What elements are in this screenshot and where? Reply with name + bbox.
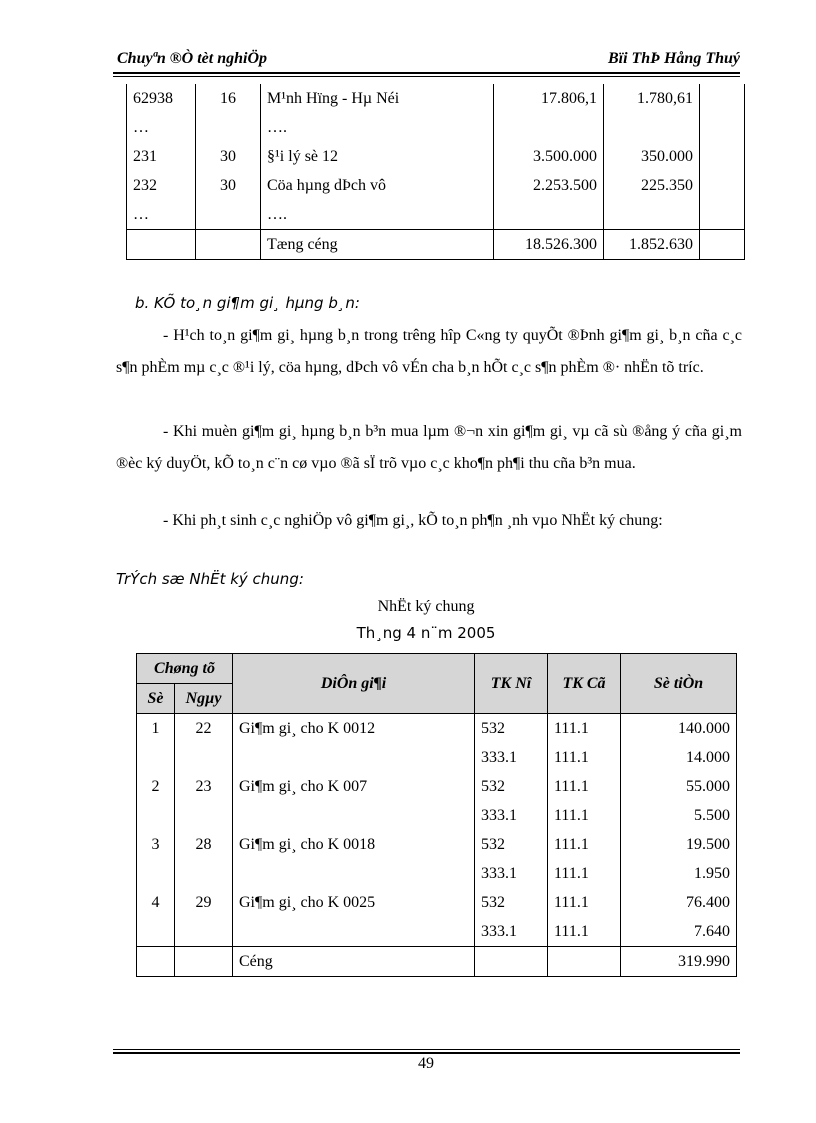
journal-cell: [475, 947, 548, 977]
journal-cell: 5.500: [621, 801, 737, 830]
header-rule: [113, 72, 740, 74]
journal-row: [137, 772, 737, 801]
journal-cell: 532: [475, 830, 548, 859]
credit-header: TK Cã: [548, 654, 621, 714]
journal-cell: 111.1: [548, 859, 621, 888]
table-cell: …: [127, 113, 196, 142]
journal-table: [136, 653, 737, 977]
table-cell: 3.500.000: [494, 142, 604, 171]
table-cell: [127, 230, 196, 260]
journal-cell: 532: [475, 888, 548, 917]
journal-cell: 19.500: [621, 830, 737, 859]
table-cell: [700, 113, 745, 142]
journal-cell: 111.1: [548, 743, 621, 772]
table-cell: 225.350: [604, 171, 700, 200]
journal-total-row: [137, 947, 737, 977]
table-cell: [604, 113, 700, 142]
journal-cell: [233, 917, 475, 947]
journal-cell: [548, 947, 621, 977]
no-header: Sè: [137, 684, 175, 714]
table-cell: 350.000: [604, 142, 700, 171]
journal-cell: 2: [137, 772, 175, 801]
table-row: [127, 200, 745, 230]
journal-cell: 4: [137, 888, 175, 917]
journal-month: Th¸ng 4 n¨m 2005: [356, 624, 496, 642]
journal-row: [137, 888, 737, 917]
journal-cell: 55.000: [621, 772, 737, 801]
journal-cell: [137, 801, 175, 830]
table-cell: 62938: [127, 84, 196, 113]
journal-cell: 111.1: [548, 888, 621, 917]
sales-table: [126, 84, 745, 260]
journal-cell: Céng: [233, 947, 475, 977]
table-cell: 231: [127, 142, 196, 171]
journal-row: [137, 743, 737, 772]
table-cell: 1.852.630: [604, 230, 700, 260]
table-cell: 17.806,1: [494, 84, 604, 113]
journal-cell: Gi¶m gi¸ cho K 0018: [233, 830, 475, 859]
journal-row: [137, 859, 737, 888]
journal-cell: [175, 743, 233, 772]
journal-cell: 1.950: [621, 859, 737, 888]
journal-cell: 532: [475, 714, 548, 744]
date-header: Ngµy: [175, 684, 233, 714]
journal-cell: [137, 743, 175, 772]
table-cell: 2.253.500: [494, 171, 604, 200]
journal-cell: [137, 917, 175, 947]
journal-cell: [175, 917, 233, 947]
table-cell: Tæng céng: [261, 230, 494, 260]
table-row: [127, 142, 745, 171]
journal-cell: Gi¶m gi¸ cho K 0025: [233, 888, 475, 917]
table-cell: 30: [196, 171, 261, 200]
table-cell: ….: [261, 200, 494, 230]
journal-cell: 1: [137, 714, 175, 744]
page-number: 49: [418, 1055, 434, 1072]
journal-cell: 319.990: [621, 947, 737, 977]
table-cell: [700, 230, 745, 260]
journal-row: [137, 801, 737, 830]
journal-cell: 3: [137, 830, 175, 859]
journal-row: [137, 714, 737, 744]
journal-cell: 111.1: [548, 714, 621, 744]
journal-cell: [137, 947, 175, 977]
journal-cell: 76.400: [621, 888, 737, 917]
journal-cell: 14.000: [621, 743, 737, 772]
table-cell: 30: [196, 142, 261, 171]
paragraph-3: - Khi ph¸t sinh c¸c nghiÖp vô gi¶m gi¸, kÕ to¸n ph¶n ¸nh vµo NhËt ký chung:: [163, 512, 663, 529]
table-cell: [700, 171, 745, 200]
amount-header: Sè tiÒn: [621, 654, 737, 714]
table-cell: ….: [261, 113, 494, 142]
table-cell: [196, 113, 261, 142]
journal-cell: [175, 947, 233, 977]
journal-cell: [233, 859, 475, 888]
table-cell: Cöa hµng dÞch vô: [261, 171, 494, 200]
journal-cell: Gi¶m gi¸ cho K 007: [233, 772, 475, 801]
table-cell: [700, 142, 745, 171]
journal-cell: [233, 801, 475, 830]
table-cell: [604, 200, 700, 230]
journal-row: [137, 830, 737, 859]
journal-cell: 28: [175, 830, 233, 859]
table-cell: 16: [196, 84, 261, 113]
table-cell: 1.780,61: [604, 84, 700, 113]
journal-cell: 111.1: [548, 917, 621, 947]
journal-cell: 111.1: [548, 772, 621, 801]
table-row: [127, 171, 745, 200]
paragraph-1: - H¹ch to¸n gi¶m gi¸ hµng b¸n trong trêng hîp C«ng ty quyÕt ®Þnh gi¶m gi¸ b¸n cña c¸c s¶n phÈm mµ c¸c ®¹i lý, cöa hµng, dÞch vô vÉn cha b¸n hÕt c¸c s¶n phÈm ®· nhËn tõ tríc.: [116, 327, 742, 376]
table-cell: [700, 84, 745, 113]
table-row: [127, 113, 745, 142]
journal-cell: 29: [175, 888, 233, 917]
journal-cell: Gi¶m gi¸ cho K 0012: [233, 714, 475, 744]
journal-title: NhËt ký chung: [377, 598, 475, 615]
desc-header: DiÔn gi¶i: [233, 654, 475, 714]
journal-cell: 111.1: [548, 830, 621, 859]
journal-cell: 140.000: [621, 714, 737, 744]
paragraph-2: - Khi muèn gi¶m gi¸ hµng b¸n b³n mua lµm ®¬n xin gi¶m gi¸ vµ cã sù ®ång ý cña gi¸m ®èc ký duyÖt, kÕ to¸n c¨n cø vµo ®ã sÏ trõ vµo c¸c kho¶n ph¶i thu cña b³n mua.: [116, 423, 742, 472]
journal-cell: 22: [175, 714, 233, 744]
excerpt-label: TrÝch sæ NhËt ký chung:: [116, 570, 304, 588]
journal-cell: 532: [475, 772, 548, 801]
section-title: b. KÕ to¸n gi¶m gi¸ hµng b¸n:: [135, 294, 360, 312]
journal-cell: [175, 801, 233, 830]
footer-rule: [113, 1049, 740, 1050]
table-cell: §¹i lý sè 12: [261, 142, 494, 171]
table-total-row: [127, 230, 745, 260]
debit-header: TK Nî: [475, 654, 548, 714]
table-cell: 18.526.300: [494, 230, 604, 260]
table-cell: [196, 200, 261, 230]
journal-cell: [137, 859, 175, 888]
table-cell: [494, 200, 604, 230]
journal-cell: 23: [175, 772, 233, 801]
header-rule-thin: [113, 76, 740, 77]
header-title: Chuyªn ®Ò tèt nghiÖp: [117, 50, 268, 67]
table-cell: M¹nh Hïng - Hµ Néi: [261, 84, 494, 113]
journal-cell: 333.1: [475, 859, 548, 888]
journal-cell: 333.1: [475, 743, 548, 772]
table-cell: …: [127, 200, 196, 230]
table-cell: 232: [127, 171, 196, 200]
table-cell: [196, 230, 261, 260]
footer-rule-thick: [113, 1052, 740, 1054]
voucher-header: Chøng tõ: [137, 654, 233, 684]
journal-cell: 333.1: [475, 917, 548, 947]
table-cell: [494, 113, 604, 142]
journal-cell: 333.1: [475, 801, 548, 830]
journal-cell: [233, 743, 475, 772]
journal-cell: [175, 859, 233, 888]
journal-row: [137, 917, 737, 947]
journal-cell: 111.1: [548, 801, 621, 830]
journal-cell: 7.640: [621, 917, 737, 947]
header-author: Bïi ThÞ Hång Thuý: [607, 50, 740, 67]
table-row: [127, 84, 745, 113]
table-cell: [700, 200, 745, 230]
